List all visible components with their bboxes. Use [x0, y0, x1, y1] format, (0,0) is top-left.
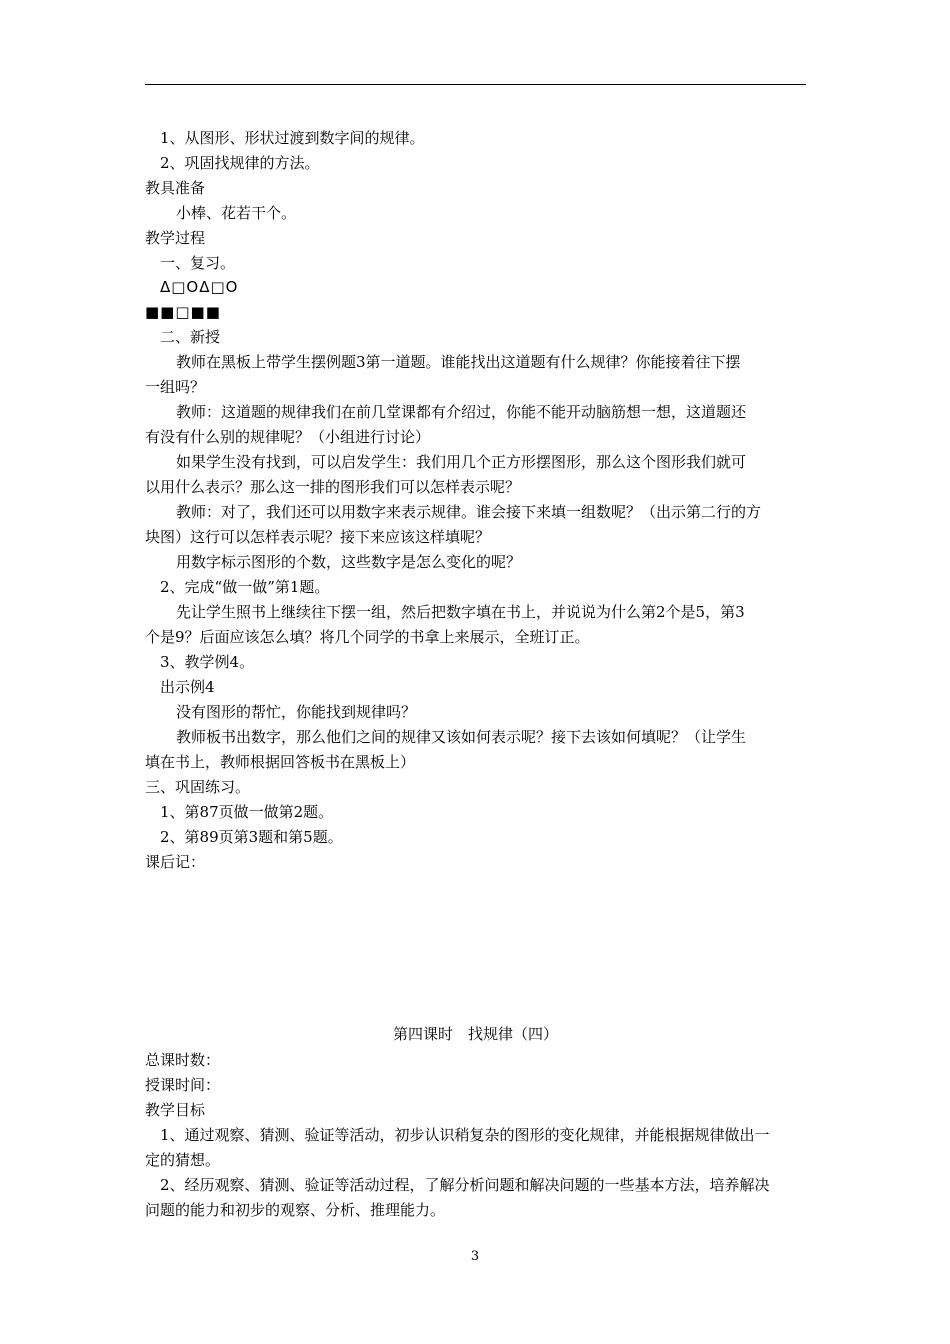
lesson-title: 第四课时 找规律（四）: [392, 1025, 558, 1043]
text-line: 块图）这行可以怎样表示呢？接下来应该这样填呢？: [145, 528, 491, 546]
page-number: 3: [470, 1249, 480, 1264]
text-line: 一、复习。: [160, 254, 236, 272]
text-line: 教师板书出数字，那么他们之间的规律又该如何表示呢？接下去该如何填呢？（让学生: [176, 728, 747, 746]
text-line: 用数字标示图形的个数，这些数字是怎么变化的呢？: [176, 553, 522, 571]
text-line: 先让学生照书上继续往下摆一组，然后把数字填在书上，并说说为什么第2个是5，第3: [176, 603, 745, 621]
section-heading: 教学过程: [145, 229, 206, 247]
text-line: 2、第89页第3题和第5题。: [160, 828, 343, 846]
text-line: 1、从图形、形状过渡到数字间的规律。: [160, 129, 425, 147]
text-line: 2、完成“做一做”第1题。: [160, 578, 330, 596]
text-line: 没有图形的帮忙，你能找到规律吗？: [176, 703, 417, 721]
text-line: 3、教学例4。: [160, 653, 255, 671]
shape-pattern-line: ■■□■■: [145, 303, 221, 321]
section-heading: 课后记：: [145, 853, 206, 871]
text-line: 二、新授: [160, 328, 221, 346]
text-line: 有没有什么别的规律呢？（小组进行讨论）: [145, 428, 431, 446]
text-line: 问题的能力和初步的观察、分析、推理能力。: [145, 1201, 446, 1219]
text-line: 以用什么表示？那么这一排的图形我们可以怎样表示呢？: [145, 478, 521, 496]
text-line: 教师：这道题的规律我们在前几堂课都有介绍过，你能不能开动脑筋想一想，这道题还: [176, 403, 747, 421]
text-line: 授课时间：: [145, 1076, 221, 1094]
section-heading: 三、巩固练习。: [145, 778, 251, 796]
header-rule: [145, 84, 806, 85]
section-heading: 教学目标: [145, 1101, 206, 1119]
text-line: 填在书上，教师根据回答板书在黑板上）: [145, 753, 416, 771]
shape-pattern-line: Δ□ΟΔ□Ο: [160, 278, 239, 296]
text-line: 出示例4: [160, 678, 215, 696]
section-heading: 教具准备: [145, 179, 206, 197]
text-line: 2、经历观察、猜测、验证等活动过程，了解分析问题和解决问题的一些基本方法，培养解决: [160, 1176, 770, 1194]
text-line: 2、巩固找规律的方法。: [160, 154, 320, 172]
text-line: 如果学生没有找到，可以启发学生：我们用几个正方形摆图形，那么这个图形我们就可: [176, 453, 747, 471]
text-line: 个是9？后面应该怎么填？将几个同学的书拿上来展示，全班订正。: [145, 628, 590, 646]
text-line: 小棒、花若干个。: [176, 204, 297, 222]
text-line: 教师：对了，我们还可以用数字来表示规律。谁会接下来填一组数呢？（出示第二行的方: [176, 503, 762, 521]
text-line: 定的猜想。: [145, 1151, 221, 1169]
text-line: 教师在黑板上带学生摆例题3第一道题。谁能找出这道题有什么规律？你能接着往下摆: [176, 353, 741, 371]
text-line: 总课时数：: [145, 1051, 221, 1069]
text-line: 1、第87页做一做第2题。: [160, 803, 334, 821]
text-line: 1、通过观察、猜测、验证等活动，初步认识稍复杂的图形的变化规律，并能根据规律做出一: [160, 1126, 770, 1144]
text-line: 一组吗？: [145, 378, 206, 396]
